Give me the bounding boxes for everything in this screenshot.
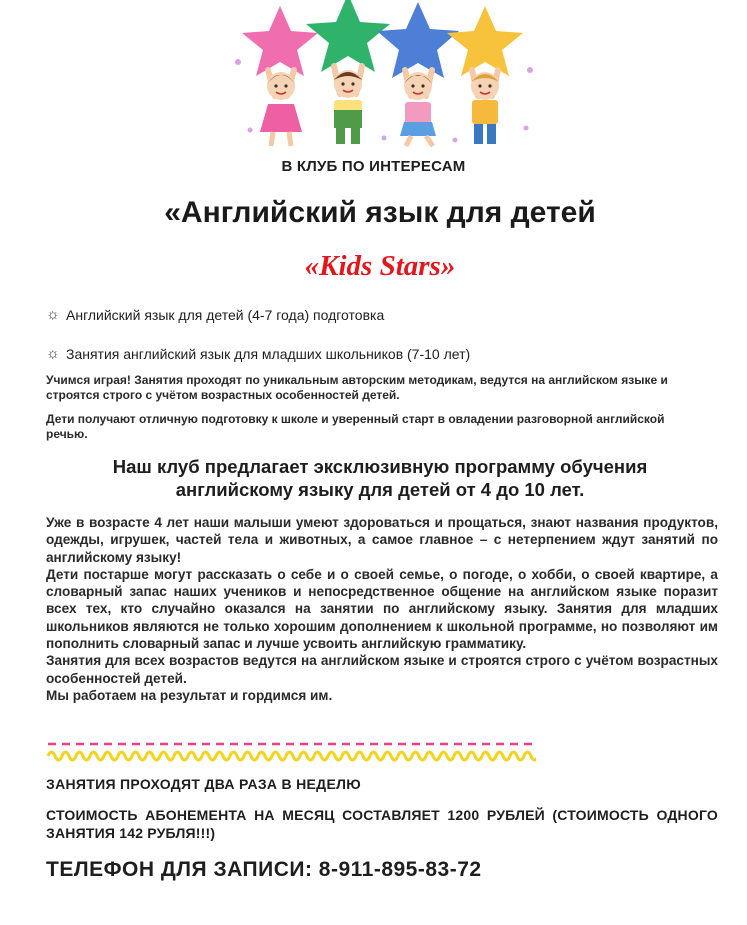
- bullet-item-preschool: [46, 306, 384, 323]
- bullet-text: Занятия английский язык для младших школьников (7-10 лет): [66, 345, 471, 362]
- body-paragraph: Занятия для всех возрастов ведутся на английском языке и строятся строго с учётом возрастных особенностей детей.: [46, 653, 718, 686]
- body-paragraph: Уже в возрасте 4 лет наши малыши умеют здороваться и прощаться, знают названия продуктов, одежды, игрушек, частей тела и животных, а самое главное – с нетерпением ждут занятий по английскому языку!: [46, 515, 718, 565]
- page-title: «Английский язык для детей: [164, 196, 596, 229]
- bullet-item-schoolchildren: [46, 345, 470, 362]
- pink-star-icon: [242, 6, 318, 76]
- price-info: СТОИМОСТЬ АБОНЕМЕНТА НА МЕСЯЦ СОСТАВЛЯЕТ 1200 РУБЛЕЙ (СТОИМОСТЬ ОДНОГО ЗАНЯТИЯ 142 РУБЛЯ!!!): [46, 807, 718, 841]
- kid-four: [471, 70, 499, 144]
- offer-heading: [0, 455, 747, 501]
- brand-name: «Kids Stars»: [304, 250, 456, 282]
- kid-one: [260, 70, 302, 146]
- kid-two: [334, 66, 362, 144]
- sun-icon: ☼: [46, 345, 60, 362]
- offer-line-2: английскому языку для детей от 4 до 10 лет.: [175, 479, 585, 500]
- wavy-divider: [46, 738, 536, 768]
- blue-star-icon: [377, 2, 459, 78]
- body-paragraph: Мы работаем на результат и гордимся им.: [46, 687, 333, 703]
- schedule-info: ЗАНЯТИЯ ПРОХОДЯТ ДВА РАЗА В НЕДЕЛЮ: [46, 776, 361, 792]
- kids-holding-stars-illustration: [230, 0, 540, 150]
- bullet-text: Английский язык для детей (4-7 года) подготовка: [66, 306, 385, 323]
- intro-paragraph-method: Учимся играя! Занятия проходят по уникальным авторским методикам, ведутся на английском языке и строятся строго с учётом возрастных особенностей детей.: [46, 373, 668, 402]
- kid-three: [400, 70, 436, 146]
- club-invitation: В КЛУБ ПО ИНТЕРЕСАМ: [281, 158, 466, 175]
- phone-contact: ТЕЛЕФОН ДЛЯ ЗАПИСИ: 8-911-895-83-72: [46, 858, 482, 881]
- green-star-icon: [306, 0, 390, 72]
- body-paragraph: Дети постарше могут рассказать о себе и о своей семье, о погоде, о хобби, о своей квартире, а словарный запас наших учеников и непосредственное общение на английском языке поразит всех тех, кто случайно оказался на занятии по английскому языку. Занятия для младших школьников являются не только хорошим дополнением к школьной программе, но позволяют им пополнить словарный запас и лучше усвоить английскую грамматику.: [46, 566, 718, 652]
- yellow-star-icon: [447, 6, 523, 76]
- intro-paragraph-preparation: Дети получают отличную подготовку к школе и уверенный старт в овладении разговорной английской речью.: [46, 412, 665, 441]
- offer-line-1: Наш клуб предлагает эксклюзивную программу обучения: [112, 456, 648, 477]
- sun-icon: ☼: [46, 306, 60, 323]
- description-body: [46, 514, 718, 704]
